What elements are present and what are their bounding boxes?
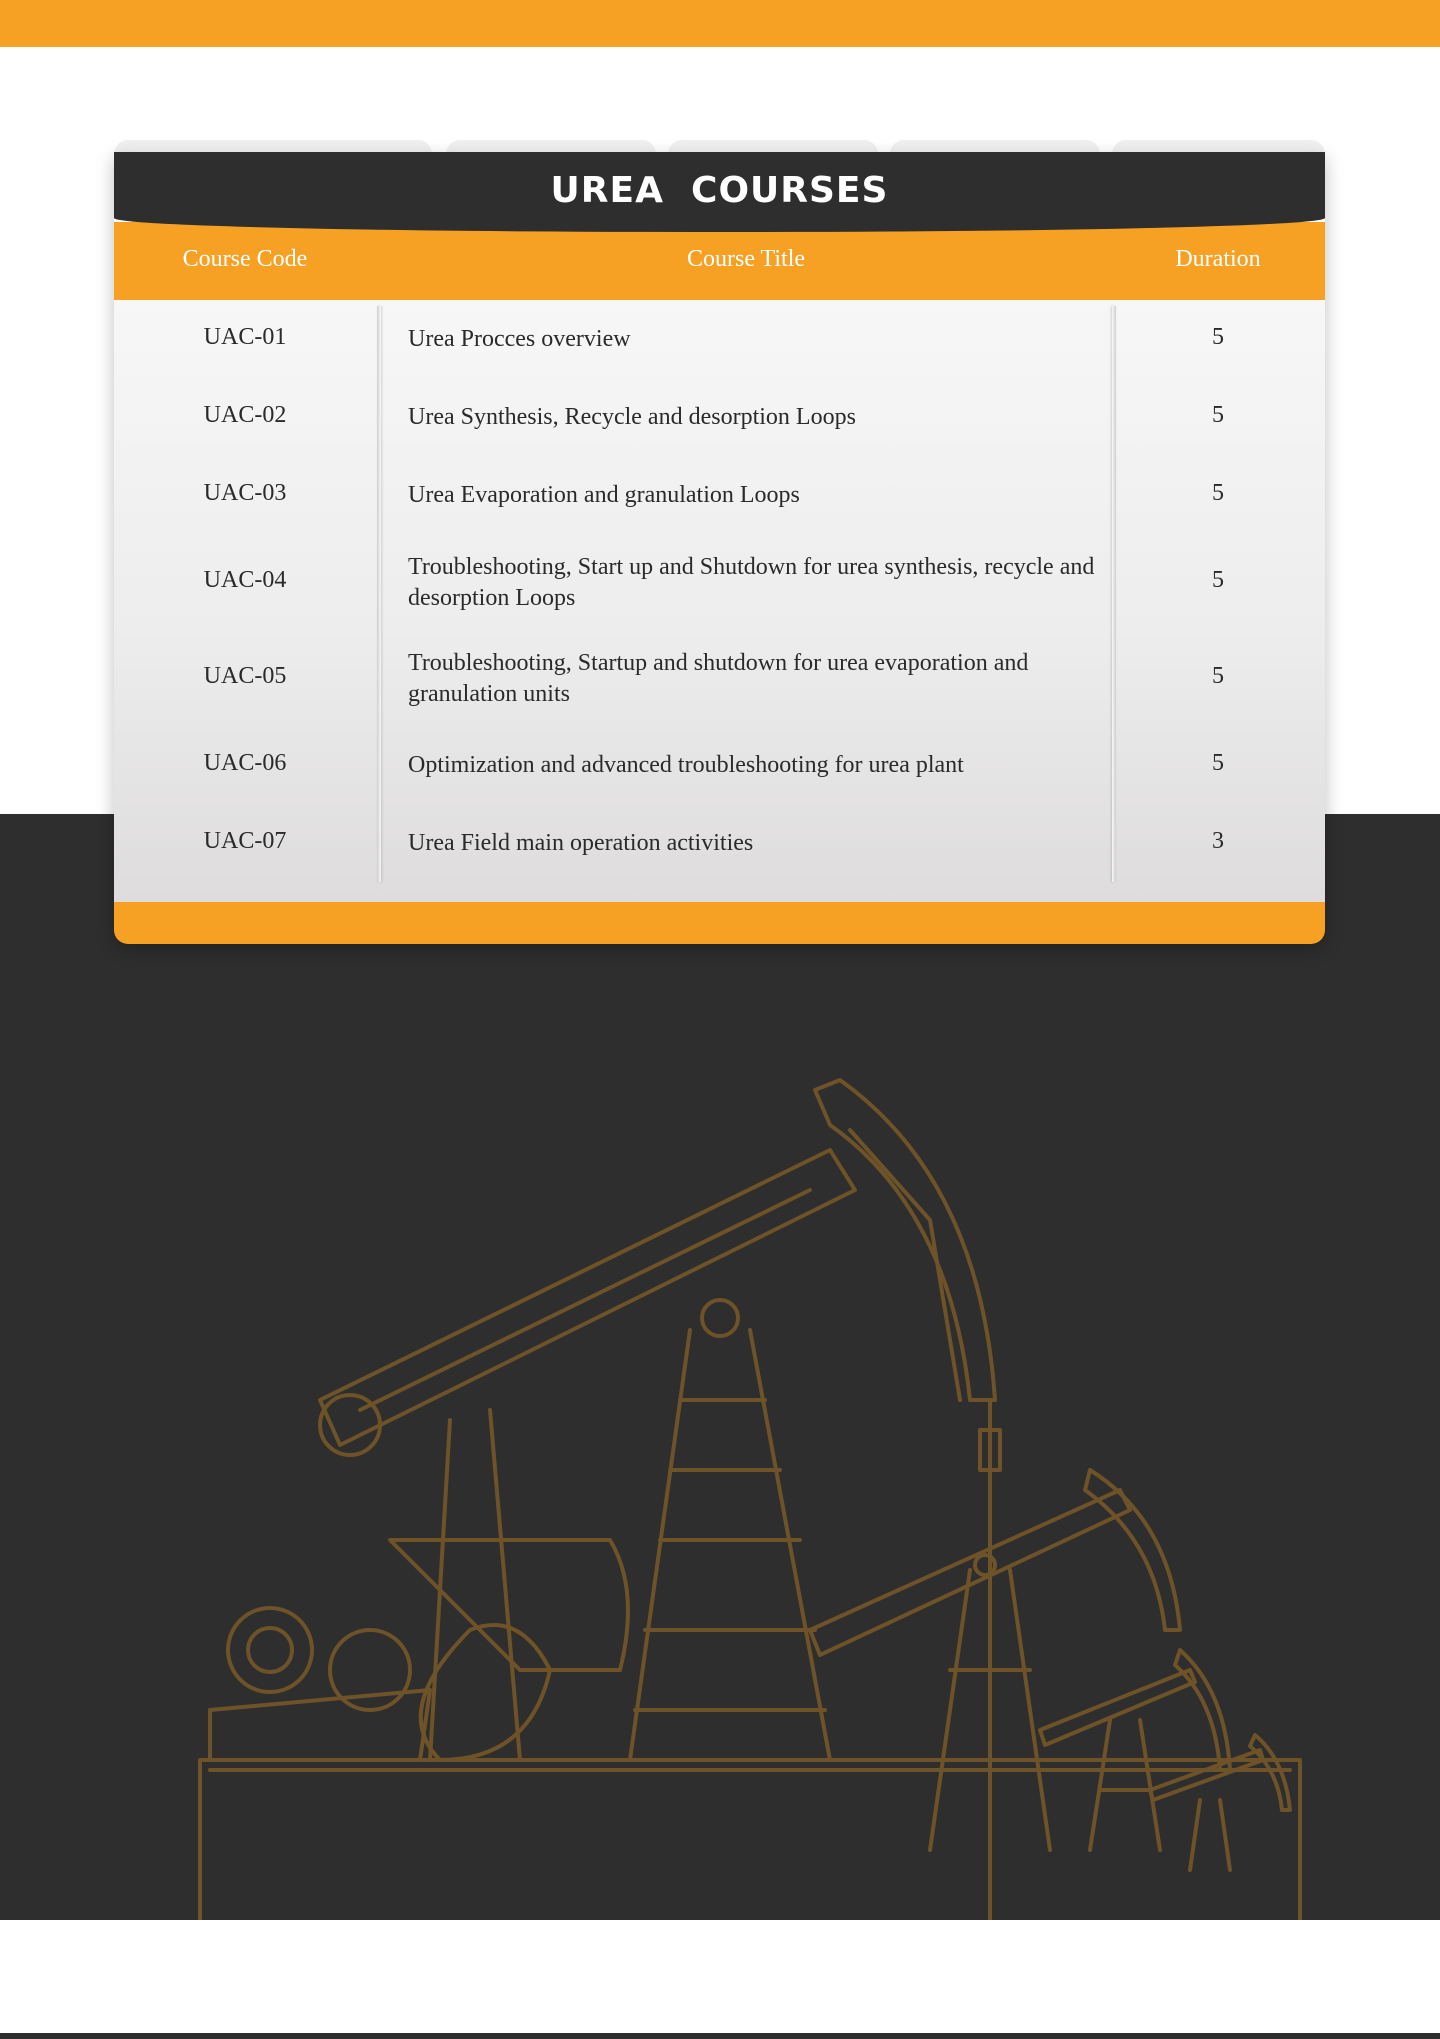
course-title: Urea Field main operation activities	[408, 830, 754, 856]
course-title: Troubleshooting, Start up and Shutdown for urea synthesis, recycle and desorption Loops	[408, 554, 1095, 611]
course-code: UAC-04	[203, 567, 287, 593]
course-code: UAC-07	[203, 828, 287, 854]
course-title: Urea Evaporation and granulation Loops	[408, 482, 800, 508]
course-title: Urea Synthesis, Recycle and desorption Loops	[408, 404, 856, 430]
courses-table-card	[114, 152, 1325, 944]
course-code: UAC-03	[203, 480, 287, 506]
course-code: UAC-05	[203, 663, 287, 689]
course-duration: 5	[1212, 480, 1224, 506]
table-header-row	[114, 222, 1325, 300]
column-divider-left	[377, 306, 381, 882]
pumpjack-illustration-icon	[190, 1070, 1320, 1920]
course-duration: 5	[1212, 567, 1224, 593]
course-title: Optimization and advanced troubleshooting for urea plant	[408, 752, 964, 778]
course-duration: 5	[1212, 750, 1224, 776]
course-duration: 5	[1212, 324, 1224, 350]
course-duration: 3	[1212, 828, 1224, 854]
table-footer-bar	[114, 902, 1325, 944]
course-code: UAC-06	[203, 750, 287, 776]
table-title-bar	[114, 152, 1325, 232]
table-title: UREA COURSES	[550, 169, 889, 211]
top-accent-bar	[0, 0, 1440, 47]
header-course-code: Course Code	[182, 246, 308, 272]
course-duration: 5	[1212, 663, 1224, 689]
course-title: Troubleshooting, Startup and shutdown for urea evaporation and granulation units	[408, 650, 1029, 707]
course-code: UAC-01	[203, 324, 287, 350]
header-duration: Duration	[1175, 246, 1261, 272]
course-title: Urea Procces overview	[408, 326, 631, 352]
header-course-title: Course Title	[686, 246, 806, 272]
course-code: UAC-02	[203, 402, 287, 428]
column-divider-right	[1112, 306, 1116, 882]
course-duration: 5	[1212, 402, 1224, 428]
bottom-line	[0, 2033, 1440, 2039]
